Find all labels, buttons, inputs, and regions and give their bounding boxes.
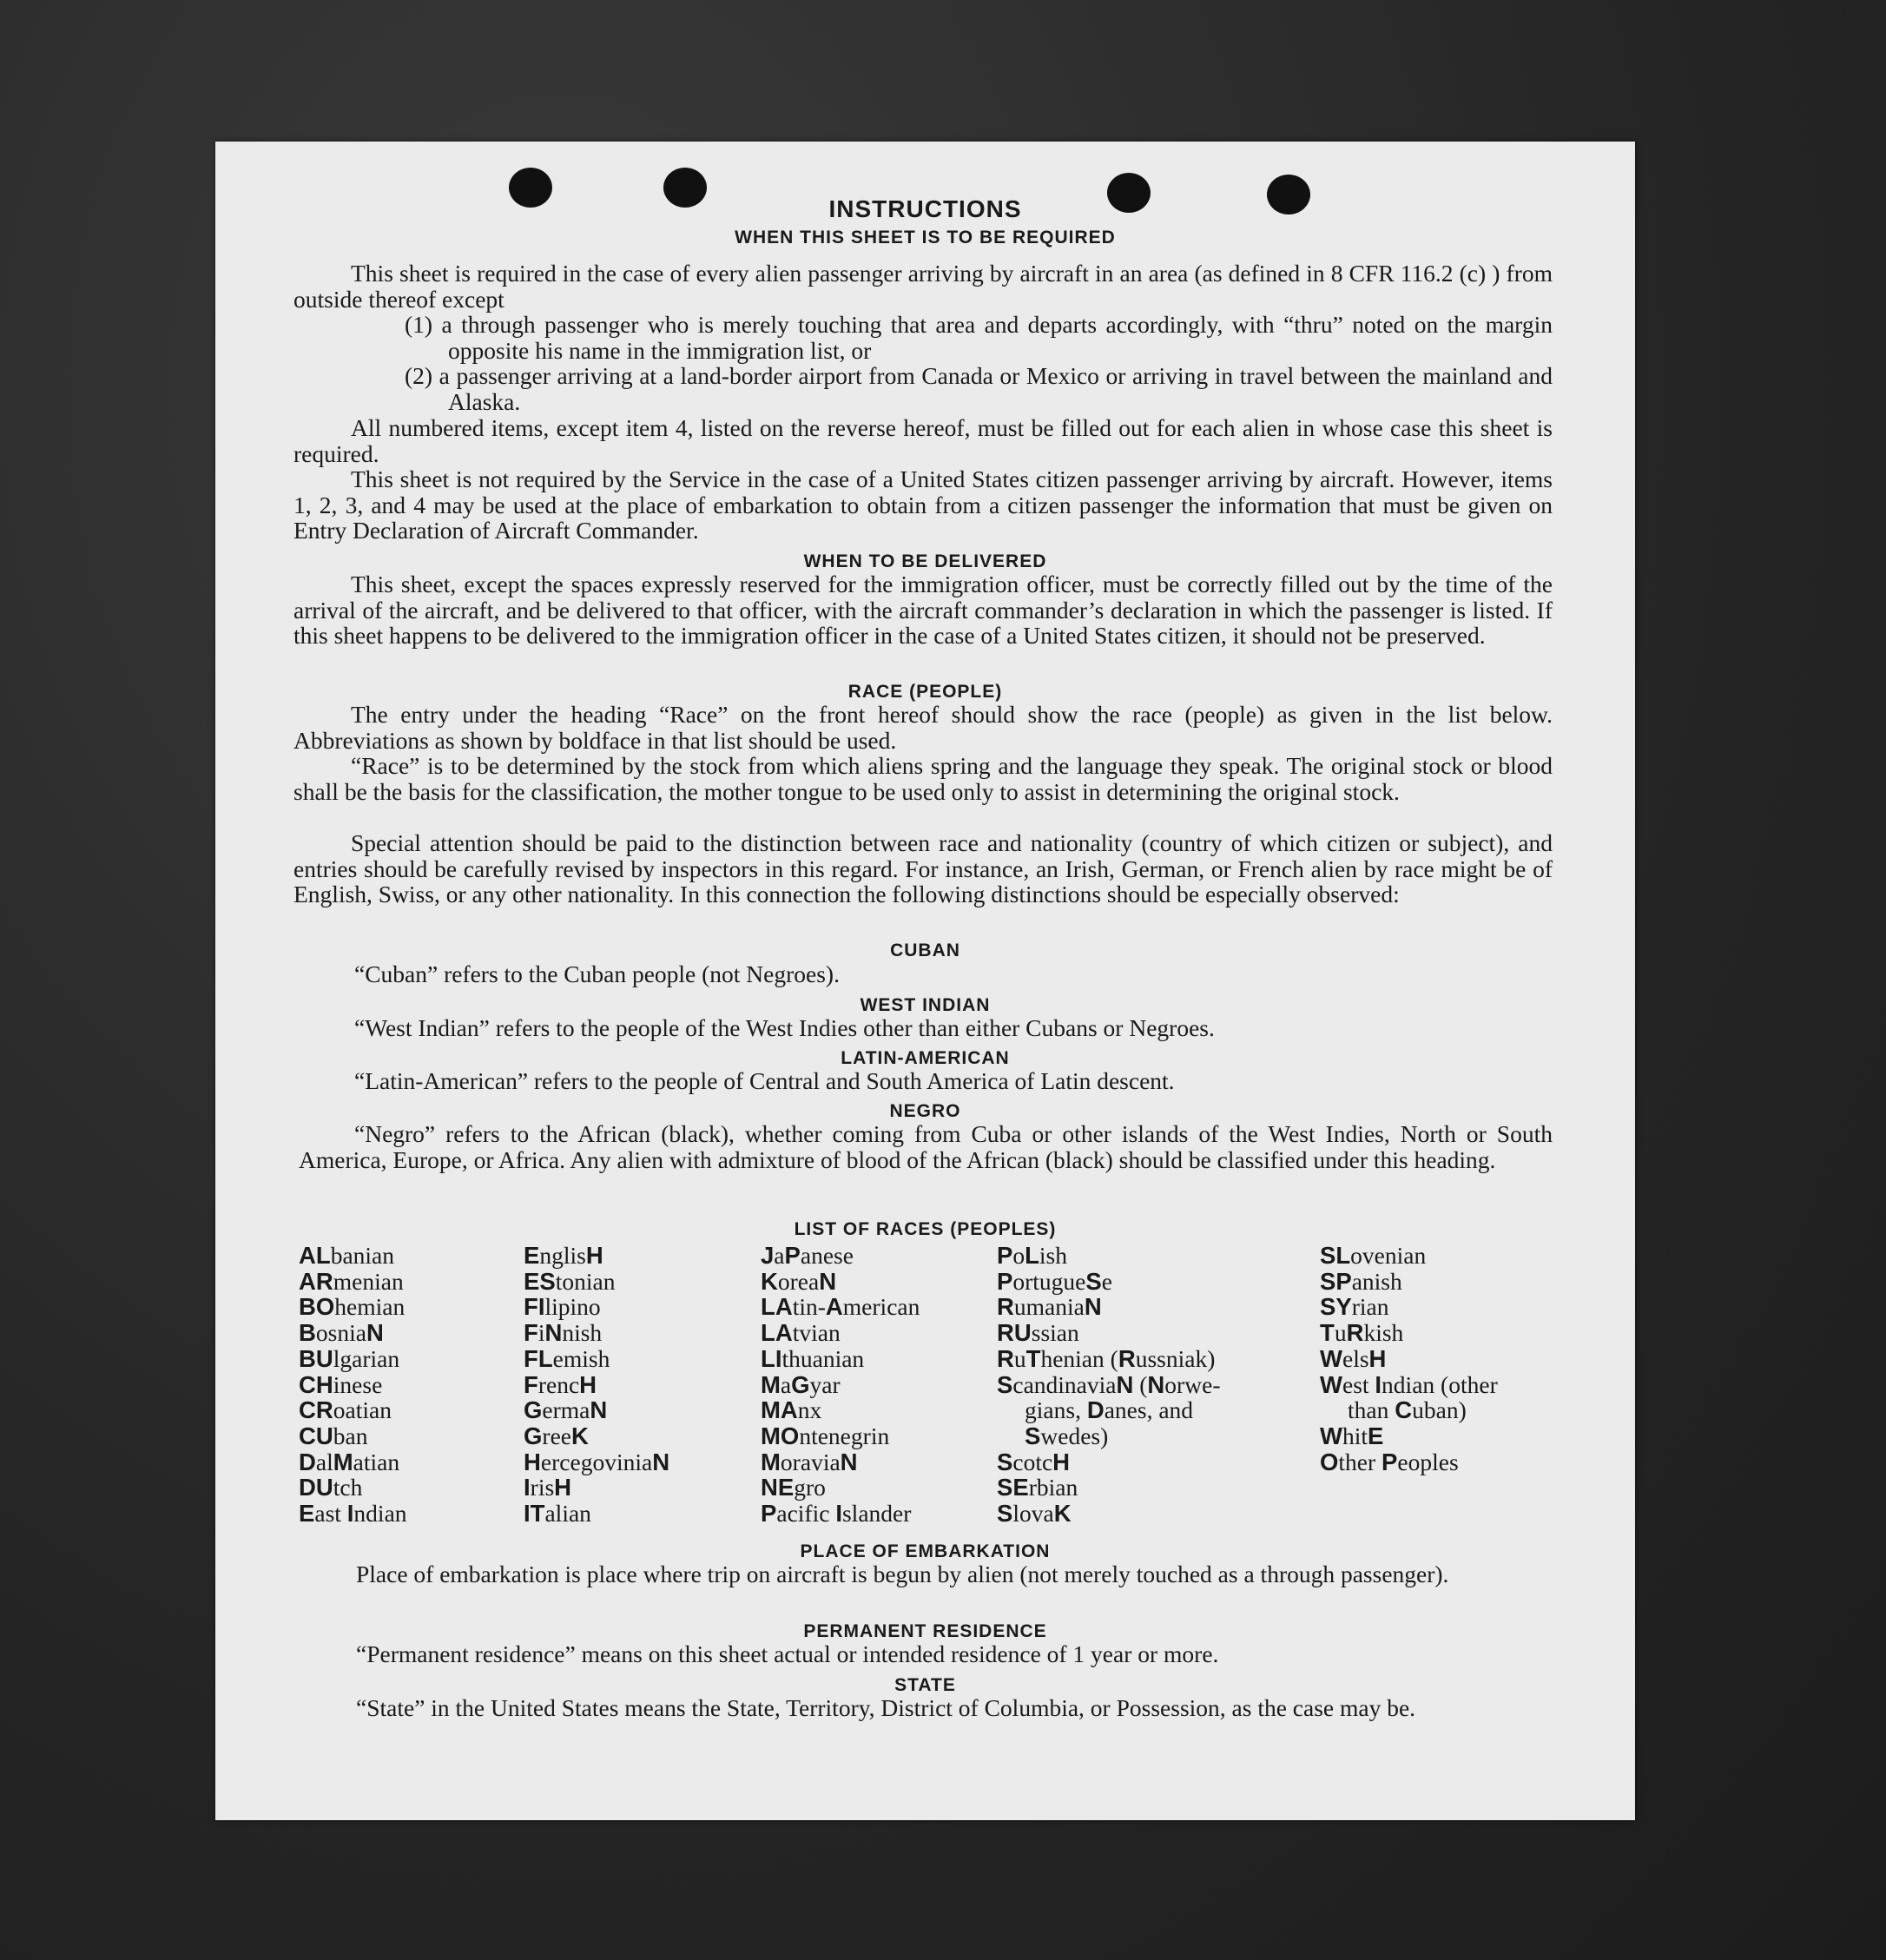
race-entry: ARmenian [299,1267,404,1295]
race-entry: TuRkish [1320,1319,1404,1347]
races-column-4 [997,1243,1220,1527]
race-entry: WelsH [1320,1344,1387,1372]
races-column-2 [524,1243,669,1527]
race-entry: ALbanian [299,1242,395,1269]
section-heading-required: WHEN THIS SHEET IS TO BE REQUIRED [735,228,1116,247]
page-title: INSTRUCTIONS [828,195,1022,222]
races-column-5 [1320,1243,1498,1475]
race-entry: CUban [299,1422,368,1449]
race-paragraph-3: Special attention should be paid to the distinction between race and nationality (country of which citizen or subject), and entries should be carefully revised by inspectors in this regard. For instance, an Irish, German, or French alien by race might be of English, Swiss, or any other nationality. In this connection the following distinctions should be especially observed: [293,829,1553,907]
state-text: “State” in the United States means the State, Territory, District of Columbia, or Possession, as the case may be. [356,1694,1416,1721]
race-entry: CHinese [299,1370,383,1398]
race-entry: RuThenian (Russniak) [997,1344,1216,1372]
section-heading-embarkation: PLACE OF EMBARKATION [800,1541,1051,1561]
race-entry: WhitE [1320,1422,1384,1449]
race-entry: NEgro [761,1474,826,1501]
race-entry: IrisH [524,1474,572,1501]
race-entry: JaPanese [761,1242,854,1269]
section-heading-negro: NEGRO [889,1101,961,1121]
race-entry: SErbian [997,1474,1078,1501]
race-entry: RumaniaN [997,1293,1102,1321]
race-entry: Other Peoples [1320,1448,1459,1475]
section-heading-race: RACE (PEOPLE) [847,682,1003,702]
required-paragraph-1: This sheet is required in the case of every alien passenger arriving by aircraft in an area (as defined in 8 CFR 116.2 (c) ) from outside thereof except [293,260,1553,313]
races-column-1 [299,1243,407,1527]
race-entry: East Indian [299,1500,407,1528]
race-entry: LIthuanian [761,1344,865,1372]
latin-american-text: “Latin-American” refers to the people of Central and South America of Latin descent. [354,1067,1175,1094]
race-entry: HercegoviniaN [524,1448,670,1475]
section-heading-permanent-residence: PERMANENT RESIDENCE [803,1621,1047,1641]
section-heading-state: STATE [894,1675,956,1695]
required-item-1: (1) a through passenger who is merely touching that area and departs accordingly, with “thru” noted on the margin opposite his name in the immigration list, or [405,311,1553,364]
section-heading-west-indian: WEST INDIAN [860,995,991,1015]
race-paragraph-1: The entry under the heading “Race” on the front hereof should show the race (people) as given in the list below. Abbreviations as shown by boldface in that list should be used. [293,701,1553,754]
race-entry: PortugueSe [997,1267,1112,1295]
race-entry: ITalian [524,1500,591,1528]
race-entry: FrencH [524,1370,597,1398]
race-entry: SlovaK [997,1500,1072,1528]
race-entry: PoLish [997,1242,1067,1269]
embarkation-text: Place of embarkation is place where trip on aircraft is begun by alien (not merely touched as a through passenger). [356,1561,1449,1587]
race-entry: DalMatian [299,1448,400,1475]
race-entry: GreeK [524,1422,589,1449]
race-entry: RUssian [997,1319,1079,1347]
race-entry: FLemish [524,1344,610,1372]
section-heading-latin-american: LATIN-AMERICAN [841,1048,1010,1068]
race-entry: ScandinaviaN (Norwe- [997,1370,1221,1398]
required-item-2: (2) a passenger arriving at a land-border airport from Canada or Mexico or arriving in travel between the mainland and Alaska. [405,362,1553,415]
race-entry: LAtin-American [761,1293,920,1321]
race-entry: MAnx [761,1396,822,1424]
race-entry: LAtvian [761,1319,841,1347]
race-entry: GermaN [524,1396,608,1424]
race-entry: BUlgarian [299,1344,400,1372]
race-entry: MaGyar [761,1370,841,1398]
race-entry: ScotcH [997,1448,1071,1475]
race-entry: West Indian (other [1320,1370,1498,1398]
race-entry: EStonian [524,1267,616,1295]
race-entry: BOhemian [299,1293,406,1321]
race-entry: KoreaN [761,1267,837,1295]
required-paragraph-2: All numbered items, except item 4, listed on the reverse hereof, must be filled out for each alien in whose case this sheet is required. [293,414,1553,467]
race-entry: gians, Danes, and [1025,1396,1194,1424]
race-entry: FIlipino [524,1293,601,1321]
permanent-residence-text: “Permanent residence” means on this sheet actual or intended residence of 1 year or more. [356,1640,1219,1667]
race-entry: FiNnish [524,1319,603,1347]
races-column-3 [761,1243,920,1527]
race-entry: MoraviaN [761,1448,858,1475]
required-paragraph-3: This sheet is not required by the Service in the case of a United States citizen passenger arriving by aircraft. However, items 1, 2, 3, and 4 may be used at the place of embarkation to obtain from a citizen passenger the information that must be given on Entry Declaration of Aircraft Commander. [293,465,1553,544]
race-entry: SPanish [1320,1267,1402,1295]
section-heading-delivered: WHEN TO BE DELIVERED [803,551,1047,571]
race-entry: SLovenian [1320,1242,1427,1269]
race-entry: BosniaN [299,1319,384,1347]
race-entry: SYrian [1320,1293,1389,1321]
cuban-text: “Cuban” refers to the Cuban people (not Negroes). [354,960,840,987]
delivered-paragraph: This sheet, except the spaces expressly reserved for the immigration officer, must be correctly filled out by the time of the arrival of the aircraft, and be delivered to that officer, with the aircraft commander’s declaration in which the passenger is listed. If this sheet happens to be delivered to the immigration officer in the case of a United States citizen, it should not be preserved. [293,571,1553,649]
race-entry: EnglisH [524,1242,603,1269]
west-indian-text: “West Indian” refers to the people of the West Indies other than either Cubans or Negroes. [354,1014,1215,1041]
section-heading-list-of-races: LIST OF RACES (PEOPLES) [794,1219,1057,1239]
section-heading-cuban: CUBAN [890,940,960,960]
document-page [215,142,1635,1820]
race-entry: Pacific Islander [761,1500,912,1528]
race-entry: DUtch [299,1474,363,1501]
race-entry: than Cuban) [1348,1396,1467,1424]
race-entry: CRoatian [299,1396,392,1424]
race-entry: MOntenegrin [761,1422,890,1449]
race-paragraph-2: “Race” is to be determined by the stock from which aliens spring and the language they speak. The original stock or blood shall be the basis for the classification, the mother tongue to be used only to assist in determining the original stock. [293,752,1553,805]
negro-text: “Negro” refers to the African (black), whether coming from Cuba or other islands of the West Indies, North or South America, Europe, or Africa. Any alien with admixture of blood of the African (black) should be classified under this heading. [299,1120,1553,1173]
race-entry: Swedes) [1025,1422,1109,1449]
